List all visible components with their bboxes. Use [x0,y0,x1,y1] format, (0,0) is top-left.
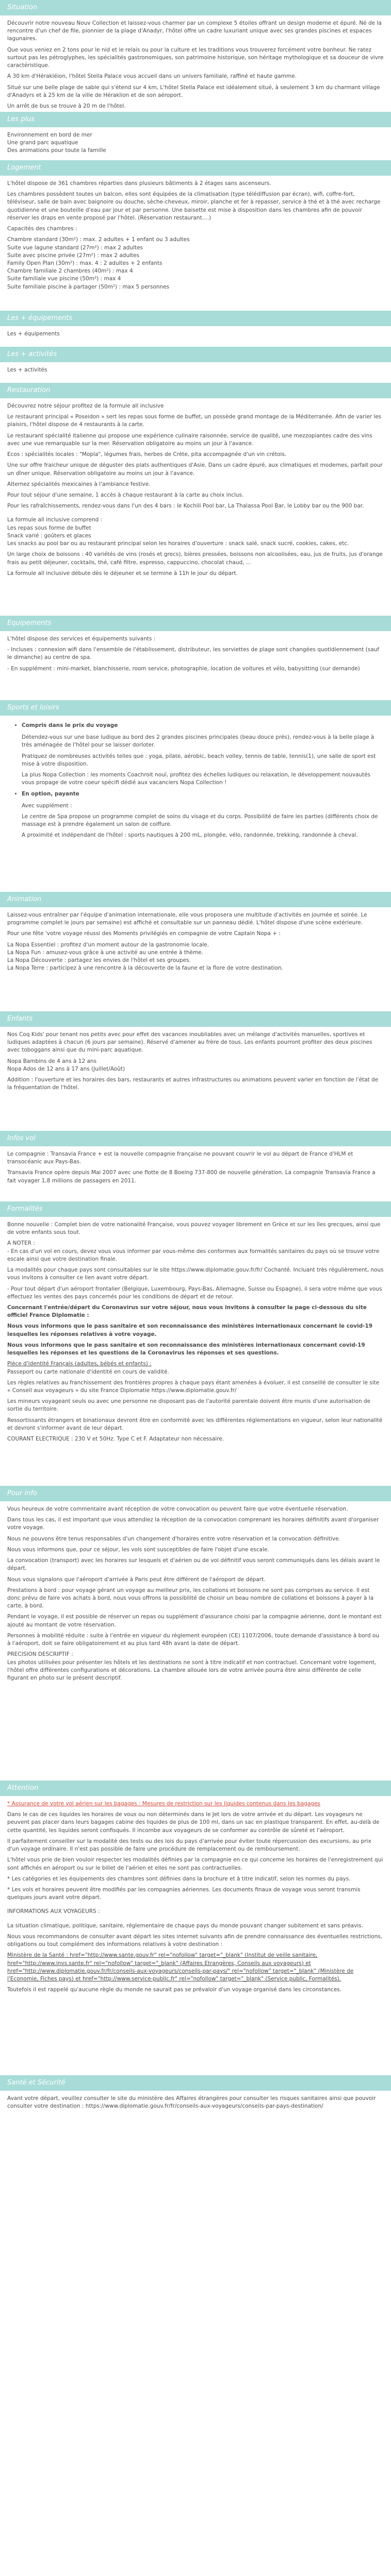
section-heading-logement: Logement [0,160,391,176]
paragraph: La convocation (transport) avec les horaires sur lesquels et d'aérien ou de vol définitif vous seront communiqués dans les délais avant le départ. [7,1557,380,1572]
paragraph: Snack varié : goûters et glaces [7,532,91,539]
paragraph: INFORMATIONS AUX VOYAGEURS : [7,1908,100,1915]
paragraph: Un large choix de boissons : 40 variétés de vins (rosés et grecs), bières pressées, boissons non alcoolisées, eau, jus de fruits, jus d'orange frais au petit déjeuner, cocktails, thé, café filtre, espresso, cappuccino, chocolat chaud, ... [7,551,383,566]
paragraph: A 30 km d'Hérakléion, l'hôtel Stella Palace vous accueil dans un univers familiale, raffiné et haute gamme. [7,73,297,80]
list-item: Une grand parc aquatique [7,140,78,146]
section-heading-sante: Santé et Sécurité [0,2075,391,2091]
section-attention [0,1796,391,2075]
list-item: Des animations pour toute la famille [7,147,106,154]
paragraph: La formule all inclusive comprend : [7,517,103,523]
section-heading-enfants: Enfants [0,1011,391,1027]
paragraph: Pendant le voyage, il est possible de réserver un repas ou supplément d'assurance choisi par la compagnie aérienne, dont le montant est ajouté au montant de votre réservation. [7,1614,382,1628]
section-heading-formalites: Formalités [0,1201,391,1217]
paragraph: - Pour tout départ d'un aéroport frontalier (Belgique, Luxembourg, Pays-Bas, Allemagne, Suisse ou Espagne), il sera votre même que vous effectuez les ventes des pays concernés pour les conditions de départ et de retour. [7,1285,382,1300]
paragraph: Avant votre départ, veuillez consulter le site du ministère des Affaires étrangères pour consulter les risques sanitaires ainsi que pouvoir consulter votre destination : https://www.diplomatie.gouv.fr/fr/conseils-aux-voyageurs/conseils-par-pays-destination/ [7,2095,376,2110]
paragraph: Prestations à bord : pour voyage gérant un voyage au meilleur prix, les collations et boissons ne sont pas comprises au service. Il est donc prévu de faire vos achats à bord, nous vous offrons la possibilité de choisir un beau nombre de collations et boissons à payer à la carte, à bord. [7,1587,374,1609]
list-item: La Nopa Découverte : partagez les envies de l'hôtel et ses groupes. [7,957,191,964]
paragraph: Transavia France opère depuis Mai 2007 avec une flotte de 8 Boeing 737-800 de nouvelle génération. La compagnie Transavia France a fait voyager 1,8 millions de passagers en 2011. [7,1170,376,1184]
paragraph: L'hôtel vous prie de bien vouloir respecter les modalités définies par la compagnie en ce qui concerne les horaires de l'enregistrement qui sont affichés en aéroport ou sur le billet de l'aérien et elles ne sont pas contractuelles. [7,1857,383,1871]
paragraph: Nous vous informons que le pass sanitaire et son reconnaissance des ministères internationaux concernant covid-19 lesquelles les réponses et les questions de la Coronavirus les réponses et ses questions. [7,1342,365,1357]
section-logement [0,176,391,311]
section-sante [0,2091,391,2128]
section-heading-pour-info: Pour info [0,1486,391,1501]
paragraph: A NOTER : [7,1240,35,1247]
paragraph: Le restaurant spécialité italienne qui propose une expérience culinaire raisonnée, service de qualité, une mezzopiantes cadre des vins avec une vue remarquable sur la mer. Réservation obligatoire au moins un jour à l'avance. [7,432,372,447]
paragraph: COURANT ELECTRIQUE : 230 V et 50Hz. Type C et F. Adaptateur non nécessaire. [7,1436,224,1443]
list-item: Chambre standard (30m²) : max. 2 adultes + 1 enfant ou 3 adultes [7,236,190,243]
paragraph: Le restaurant principal « Poseidon » sert les repas sous forme de buffet, un possède grand montage de la Méditerranée. Afin de varier les plaisirs, l'hôtel dispose de 4 restaurants à la carte. [7,414,382,428]
paragraph: Les règles relatives au franchissement des frontières propres à chaque pays étant amenées à évoluer, il est conseillé de consulter le site « Conseil aux voyageurs » du site France Diplomatie https://www.diplomatie.gouv.fr/ [7,1379,380,1394]
paragraph: Les chambres possèdent toutes un balcon, elles sont équipées de la climatisation (type télédiffusion par écran), wifi, coffre-fort, téléviseur, salle de bain avec baignoire ou douche, sèche-cheveux, miroir, planche et fer à repasser, service à thé et à thé avec recharge quotidienne et une bouteille d'eau par jour et par personne. Une baisette est mise à disposition dans les chambres afin de pouvoir réserver les draps en vente proposé par l'hôtel. (Réservation restaurant....) [7,191,381,221]
paragraph: La formule all inclusive débute dès le déjeuner et se termine à 11h le jour du départ. [7,570,238,577]
paragraph: * Les catégories et les équipements des chambres sont définies dans la brochure et à titre indicatif, selon les normes du pays. [7,1875,351,1882]
paragraph: Nous ne pouvons être tenus responsables d'un changement d'horaires entre votre réservation et la convocation définitive. [7,1535,340,1542]
paragraph: - Incluses : connexion wifi dans l'ensemble de l'établissement, distributeur, les serviettes de plage sont changées quotidiennement (sauf le dimanche) au centre de spa. [7,647,380,661]
paragraph: Pour une fête 'votre voyage réussi des Moments privilégiés en compagnie de votre Captain Nopa + : [7,930,281,937]
list-item: Suite familiale vue piscine (50m²) : max 4 [7,276,121,282]
paragraph: Addition : l'ouverture et les horaires des bars, restaurants et autres infrastructures ou animations peuvent varier en fonction de l'état de la fréquentation de l'hôtel. [7,1077,379,1091]
section-enfants [0,1027,391,1131]
list-item: La Nopa Essentiel : profitez d'un moment autour de la gastronomie locale. [7,941,209,948]
paragraph: Avec supplément : [22,802,72,809]
section-animation [0,907,391,1011]
paragraph: Situé sur une belle plage de sable qui s'étend sur 4 km, L'hôtel Stella Palace est idéalement situé, à seulement 3 km du charmant village d'Anadyrs et à 25 km de la ville de Héraklion et de son aéroport. [7,84,380,98]
paragraph: Vous heureux de votre commentaire avant réception de votre convocation ou peuvent faire que votre éventuelle réservation. [7,1506,348,1512]
paragraph: Ressortissants étrangers et binationaux devront être en conformité avec les différentes réglementations en vigueur, selon leur nationalité et devront s'informer avant de leur départ. [7,1417,383,1431]
paragraph: La situation climatique, politique, sanitaire, réglementaire de chaque pays du monde pouvant changer subitement et sans préavis. [7,1922,364,1929]
paragraph: La plus Nopa Collection : les moments Coachroit nouï, profitez des échelles ludiques ou relaxation, le développement nouvautés vous propage de votre coeur spécifi dédié aux vacanciers Nopa Collection ! [22,772,371,786]
section-heading-restauration: Restauration [0,383,391,398]
section-infos-vol [0,1146,391,1201]
paragraph: Dans le cas de ces liquides les horaires de vous ou non déterminés dans le Jet lors de votre arrivée et du départ. Les voyageurs ne peuvent pas placer dans leurs bagages cabine des liquides de plus de 100 ml, dans un sac en plastique transparent. En effet, au-delà de cette quantité, les liquides seront confisqués. Il incombe aux voyageurs de se conformer au contrôle de sûreté et l'aéroport. [7,1811,380,1834]
section-heading-equipements: Equipements [0,616,391,631]
section-plus [0,127,391,160]
paragraph: Détendez-vous sur une base ludique au bord des 2 grandes piscines principales (beau douce prés), rendez-vous à la belle plage à très aménagée de l'hôtel pour se laisser dorloter. [22,734,374,749]
list-item: • Compris dans le prix du voyage [22,722,384,730]
section-heading-attention: Attention [0,1781,391,1796]
list-item: Environnement en bord de mer [7,132,92,138]
paragraph: Le compagnie : Transavia France + est la nouvelle compagnie française ne pouvant couvrir le vol au départ de France d'HLM et transocéanic aux Pays-Bas. [7,1151,353,1165]
paragraph: Les + activités [7,367,47,373]
section-formalites [0,1217,391,1486]
list-item: • En option, payante [22,790,384,798]
list-item: Family Open Plan (30m²) : max. 4 : 2 adultes + 2 enfants [7,260,162,266]
paragraph: Il parfaitement conseiller sur la modalité des tests ou des lois du pays d'arrivée pour éviter toute répercussion des excursions, au prix d'un voyage ordinaire. Il n'est pas possible de faire une procédure de remplacement ou de remboursement. [7,1838,371,1853]
paragraph: Nous vous informons que, pour ce séjour, les vols sont susceptibles de faire l'objet d'une escale. [7,1546,269,1553]
paragraph: Nous vous signalons que l'aéroport d'arrivée à Paris peut être différent de l'aéroport de départ. [7,1576,266,1583]
paragraph: Nos Coq Kids' pour tenant nos petits avec pour effet des vacances inoubliables avec un mélange d'activités manuelles, sportives et ludiques adaptées à chacun (6 jours par semaine). Réservé d'amener au frère de tous. Les enfants pourront profiter des deux piscines avec toboggans ainsi que du mini-parc aquatique. [7,1031,372,1054]
list-item: Suite familiale piscine à partager (50m²) : max 5 personnes [7,283,170,290]
paragraph: Laissez-vous entraîner par l'équipe d'animation internationale, elle vous proposera une multitude d'activités en journée et soirée. Le programme complet le jours par semaine) est affiché et consultable sur un panneau dédié. L'hôtel dispose d'une scène extérieure. [7,912,367,926]
paragraph: Pour tout séjour d'une semaine, 1 accès à chaque restaurant à la carte au choix inclus. [7,492,244,498]
link-list[interactable]: Ministère de la Santé : href="http://www.sante.gouv.fr" rel="nofollow" target="_blank" (Institut de veille sanitaire, href="http://www.invs.sante.fr" rel="nofollow" target="_blank" (Affaires Etrangères, Conseils aux voyageurs) et href="http://www.diplomatie.gouv.fr/fr/conseils-aux-voyageurs/conseils-par-pays/" rel="nofollow" target="_blank" (Ministère de l'Economie, Fiches pays) et href="http://www.service-public.fr" rel="nofollow" target="_blank" (Service public, Formalités). [7,1952,354,1982]
section-restauration [0,398,391,616]
paragraph: Pour les rafraîchissements, rendez-vous dans l'un des 4 bars : le Kochili Pool bar, La Thalassa Pool Bar, le Lobby bar ou the 900 bar. [7,503,364,510]
paragraph: Les mineurs voyageant seuls ou avec une personne ne disposant pas de l'autorité parentale doivent être munis d'une autorisation de sortie du territoire. [7,1398,371,1413]
section-heading-animation: Animation [0,892,391,907]
paragraph: Toutefois il est rappelé qu'aucune règle du monde ne saurait pas se prévaloir d'un voyage organisé dans les circonstances. [7,1987,342,1993]
paragraph: Pièce d'identité Français (adultes, bébés et enfants) : [7,1361,152,1367]
list-item: La Nopa Terre : participez à une rencontre à la découverte de la faune et la flore de votre destination. [7,965,283,972]
paragraph: Capacités des chambres : [7,226,77,232]
paragraph: Les repas sous forme de buffet [7,524,91,531]
paragraph: A proximité et indépendant de l'hôtel : sports nautiques à 200 mL, plongée, vélo, randonnée, trekking, randonnée à cheval. [22,832,358,839]
section-heading-plus-equipements: Les + équipements [0,311,391,326]
list-item: Chambre familiale 2 chambres (40m²) : max 4 [7,268,133,275]
paragraph: Dans tous les cas, il est important que vous attendiez la réception de la convocation comprenant les horaires définitifs avant d'organiser votre voyage. [7,1517,379,1531]
section-pour-info [0,1501,391,1781]
paragraph: * Les vols et horaires peuvent être modifiés par les compagnies aériennes. Les documents finaux de voyage vous seront transmis quelques jours avant votre départ. [7,1886,361,1901]
paragraph: Nopa Ados de 12 ans à 17 ans (Juillet/Août) [7,1065,125,1072]
paragraph: Nopa Bambins de 4 ans à 12 ans [7,1058,97,1064]
paragraph: Que vous veniez en 2 tons pour le nid et le relais ou pour la culture et les traditions vous trouverez forcément votre bonheur. Ne ratez surtout pas les pétroglyphes, les spécialités gastronomiques, son patrimoine historique, son héritage mythologique et sa douceur de vivre caractéristique. [7,46,384,69]
paragraph: - En supplément : mini-market, blanchisserie, room service, photographie, location de voitures et vélo, babysitting (sur demande) [7,665,360,672]
paragraph: Un arrêt de bus se trouve à 20 m de l'hôtel. [7,103,126,109]
paragraph: Concernant l'entrée/départ du Coronavirus sur votre séjour, nous vous invitons à consulter la page ci-dessous du site officiel France Diplomatie : [7,1304,367,1319]
paragraph: Les + équipements [7,331,60,337]
paragraph: La modalités pour chaque pays sont consultables sur le site https://www.diplomatie.gouv.fr/fr/ Cochanté. Incluant très régulièrement, nous vous invitons à consulter ce lien avant votre départ. [7,1267,384,1281]
section-heading-infos-vol: Infos vol [0,1131,391,1146]
highlight-text: * Assurance de votre vol aérien sur les bagages : Mesures de restriction sur les liquides contenus dans les bagages [7,1801,321,1807]
paragraph: PRECISION DESCRIPTIF : [7,1651,73,1658]
paragraph: Le centre de Spa propose un programme complet de soins du visage et du corps. Possibilité de faire les parties (différents choix de massage est à prendre également un salon de coiffure. [22,813,378,828]
section-heading-plus: Les plus [0,112,391,127]
paragraph: Les photos utilisées pour présenter les hôtels et les destinations ne sont à titre indicatif et non contractuel. Concernant votre logement, l'hôtel offre différentes configurations et décorations. La chambre allouée lors de votre arrivée pourra être ainsi différente de celle figurant en photo sur le présent descriptif. [7,1659,377,1681]
section-heading-sports: Sports et loisirs [0,700,391,716]
paragraph: Ecos : spécialités locales : "Mopla", légumes frais, herbes de Crète, pita accompagnée d'un vin crétois. [7,451,287,458]
paragraph: Découvrez notre séjour profitez de la formule all inclusive [7,403,164,409]
paragraph [7,1800,384,1808]
paragraph: Une sur offre fraicheur unique de déguster des plats authentiques d'Asie. Dans un cadre épuré, aux climatiques et modernes, parfait pour un dîner unique. Réservation obligatoire au moins un jour à l'avance. [7,462,383,477]
paragraph: Personnes à mobilité réduite : suite à l'entrée en vigueur du règlement européen (CE) 1107/2006, toute demande d'assistance à bord ou à l'aéroport, doit se faire obligatoirement et au plus tard 48h avant la date de départ. [7,1632,379,1647]
paragraph: Les snacks au pool bar ou au restaurant principal selon les horaires d'ouverture : snack salé, snack sucré, cookies, cakes, etc. [7,540,349,547]
paragraph: Découvrir notre nouveau Nouv Collection et laissez-vous charmer par un complexe 5 étoiles offrant un design moderne et épuré. Né de la rencontre d'un chef de file, pionnier de la plage d'Anadyr, l'hôtel offre un cadre luxuriant unique avec ses grandes piscines et espaces lagunaires. [7,20,382,42]
paragraph: L'hôtel dispose des services et équipements suivants : [7,636,156,642]
paragraph: Bonne nouvelle : Complet bien de votre nationalité Française, vous pouvez voyager librement en Grèce et sur les îles grecques, ainsi que de votre enfants sous tout. [7,1222,381,1236]
paragraph: Nous vous informons que le pass sanitaire et son reconnaissance des ministères internationaux concernant le covid-19 lesquelles les réponses relatives à votre voyage. [7,1323,373,1337]
section-heading-plus-activites: Les + activités [0,347,391,362]
section-plus-activites [0,362,391,383]
paragraph: - En cas d'un vol en cours, devez vous vous informer par vous-même des conformes aux formalités sanitaires du pays où se trouve votre escale ainsi que votre destination finale. [7,1248,380,1262]
list-item: Suite vue lagune standard (27m²) : max 2 adultes [7,244,143,251]
paragraph: Pratiquez de nombreuses activités telles que : yoga, pilate, aérobic, beach volley, tennis de table, tennis(1), une salle de sport est mise à votre disposition. [22,753,376,767]
section-sports [0,716,391,892]
paragraph: Nous vous recommandons de consulter avant départ les sites internet suivants afin de prendre connaissance des éventuelles restrictions, obligations ou tout complément des informations relatives à votre destination : [7,1933,383,1948]
list-item: La Nopa Fun : amusez-vous grâce à une activité au une entrée à thème. [7,949,203,956]
paragraph: L'hôtel dispose de 361 chambres réparties dans plusieurs bâtiments à 2 étages sans ascenseurs. [7,180,271,187]
section-situation [0,15,391,112]
section-equipements [0,631,391,700]
section-heading-situation: Situation [0,0,391,15]
list-item: Suite avec piscine privée (27m²) : max 2 adultes [7,252,140,259]
section-plus-equipements [0,326,391,347]
paragraph: Alternez spécialités mexicaines à l'ambiance festive. [7,481,151,487]
paragraph: Passeport ou carte nationale d'identité en cours de validité. [7,1368,169,1375]
